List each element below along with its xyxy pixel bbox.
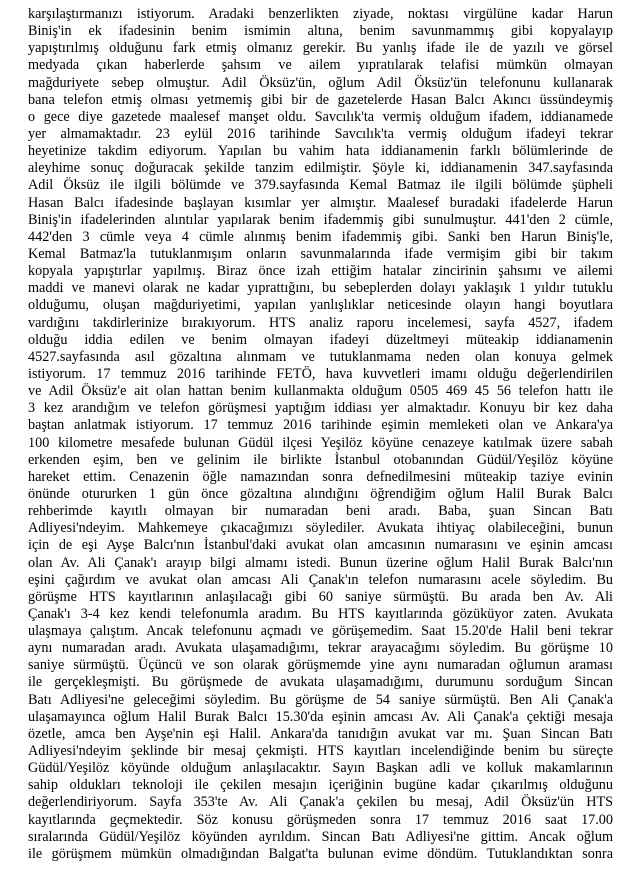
text-line: olduğu iddia edilen ve benim olmayan ifadeyi düzeltmeyi müteakip iddianamenin [28,331,613,348]
text-line: Kemal Batmaz'la tutuklanmışım onların savunmalarında ifade vermişim gibi bir takım [28,245,613,262]
text-line: istiyorum. 17 temmuz 2016 tarihinde FETÖ, hava kuvvetleri imamı olduğu değerlendirilen [28,365,613,382]
text-line: kopyala yapıştırlar yapılmış. Biraz önce izah ettiğim hatalar zincirinin şahsımı ve ailemi [28,263,613,280]
text-line: ve Adil Öksüz'e ait olan hattan benim kullanmakta olduğum 0505 469 45 56 telefon hattı ile [28,383,613,400]
text-line: erkenden eşim, ben ve gelinim ile birlikte İstanbul otobanından Güdül/Yeşilöz köyüne [28,451,613,468]
text-line: maddi ve manevi olarak ne kadar yıprattığını, bu sebeplerden dolayı yaklaşık 1 yıldır tutuklu [28,280,613,297]
text-line: 3 kez arandığım ve telefon görüşmesi yaptığım iddiası yer almaktadır. Konuyu bir kez daha [28,400,613,417]
text-line: hareket ettim. Cenazenin öğle namazından sonra defnedilmesini müteakip taziye evinin [28,468,613,485]
text-line: kayıtlarında geçmektedir. Söz konusu görüşmeden sonra 17 temmuz 2016 saat 17.00 [28,811,613,828]
text-line: olan Av. Ali Çanak'ı arayıp bilgi almamı istedi. Bunun üzerine oğlum Halil Burak Balcı'nın [28,554,613,571]
text-line: Biniş'in ek ifadesinin benim ismimin altına, benim savunmammış gibi kopyalayıp [28,23,613,40]
text-line: için de eşi Ayşe Balcı'nın İstanbul'daki avukat olan amcasının numarasını ve eşinin amcası [28,537,613,554]
text-line: mağduriyete sebep olmuştur. Adil Öksüz'ün, oğlum Adil Öksüz'ün telefonunu kullanarak [28,74,613,91]
text-line: 4527.sayfasında asıl gözaltına alınmam ve tutuklanmama neden olan konuya gelmek [28,348,613,365]
text-line: Biniş'in ifadelerinden alıntılar yapılarak benim ifademmiş gibi sunulmuştur. 441'den 2 cümle, [28,211,613,228]
text-line: Güdül/Yeşilöz köyünde olduğum anlaşılacaktır. Sayın Başkan adli ve kolluk makamlarının [28,760,613,777]
text-line: ile gerçekleşmişti. Bu görüşmede de avukata ulaşamadığımı, durumunu sorduğum Sincan [28,674,613,691]
text-line: 442'den 3 cümle veya 4 cümle alınmış benim ifademmiş gibi. Sanki ben Harun Biniş'le, [28,228,613,245]
text-line: görüşme HTS kayıtlarının anlaşılacağı gibi 60 saniye sürmüştü. Bu arada ben Av. Ali [28,588,613,605]
text-line: saniye sürmüştü. Üçüncü ve son olarak görüşmemde yine aynı numaradan oğlumun araması [28,657,613,674]
text-line: ulaşmaya çalıştım. Ancak telefonunu açmadı ve görüşemedim. Saat 15.20'de Halil beni tekrar [28,623,613,640]
text-line: Adliyesi'ndeyim. Mahkemeye çıkacağımızı söylediler. Avukata ihtiyaç olabileceğini, bunun [28,520,613,537]
text-line: bana telefon etmiş olması yetmemiş gibi bir de gazetelerde Hasan Balcı Akıncı üssündeymiş [28,91,613,108]
text-line: özetle, amca ben Ayşe'nin eşi Halil. Ankara'da tanıdığın avukat var mı. Şuan Sincan Batı [28,725,613,742]
text-line: aynı numaradan aradı. Avukata ulaşamadığımı, tekrar arayacağımı söyledim. Bu görüşme 10 [28,640,613,657]
text-line: baştan anlatmak istiyorum. 17 temmuz 2016 tarihinde eşimin memleketi olan ve Ankara'ya [28,417,613,434]
text-line: değerlendiriyorum. Sayfa 353'te Av. Ali Çanak'a çekilen bu mesaj, Adil Öksüz'ün HTS [28,794,613,811]
text-line: karşılaştırmanızı istiyorum. Aradaki benzerlikten ziyade, noktası virgülüne kadar Harun [28,6,613,22]
text-line: Çanak'ı 3-4 kez kendi telefonumla aradım. Bu HTS kayıtlarında gözüküyor zaten. Avukata [28,605,613,622]
text-line: aleyhime sonuç doğuracak şekilde tanzim edilmiştir. Şöyle ki, iddianamenin 347.sayfasında [28,160,613,177]
text-line: önünde otururken 1 gün önce gözaltına alındığını öğrendiğim oğlum Halil Burak Balcı [28,485,613,502]
text-line: ulaşamayınca oğlum Halil Burak Balcı 15.30'da eşinin amcası Av. Ali Çanak'a çektiği mesaja [28,708,613,725]
text-line: heyetinize takdim ediyorum. Yapılan bu vahim hata iddianamenin farklı bölümlerinde de [28,143,613,160]
text-line: eşini çağırdım ve avukat olan amcası Ali Çanak'ın telefon numarasını acele söyledim. Bu [28,571,613,588]
text-line: yapıştırılmış olduğunu fark etmiş olmanız gerekir. Bu yanlış ifade ile de yazılı ve görsel [28,40,613,57]
document-page [28,6,613,886]
text-line: olduğumu, oluşan mağduriyetimi, yapılan yanlışlıklar neticesinde olayın hangi boyutlara [28,297,613,314]
text-line: rehberimde kayıtlı olmayan bir numaradan beni aradı. Baba, şuan Sincan Batı [28,503,613,520]
text-line: medyada çıkan haberlerde şahsım ve ailem yıpratılarak telafisi mümkün olmayan [28,57,613,74]
text-line: o gece diye gazetede maalesef manşet oldu. Savcılık'ta vermiş olduğum ifadem, iddianamede [28,108,613,125]
text-line: 100 kilometre mesafede bulunan Güdül ilçesi Yeşilöz köyüne cenazeye katılmak üzere sabah [28,434,613,451]
text-line: sıralarında Güdül/Yeşilöz köyünden ayrıldım. Sincan Batı Adliyesi'ne gittim. Ancak oğlum [28,828,613,845]
text-line: vardığını takdirlerinize bırakıyorum. HTS analiz raporu incelemesi, sayfa 4527, ifadem [28,314,613,331]
text-line: Batı Adliyesi'ne geleceğimi söyledim. Bu görüşme de 54 saniye sürmüştü. Ben Ali Çanak'a [28,691,613,708]
text-line: ile görüşmem mümkün olmadığından Balgat'ta bulunan evime döndüm. Tutuklandıktan sonra [28,845,613,862]
text-line: Adil Öksüz ile ilgili bölümde ve 379.sayfasında Kemal Batmaz ile ilgili bölümde şüpheli [28,177,613,194]
text-line: Hasan Balcı ifadesinde başlayan kısımlar yer almıştır. Maalesef buradaki ifadelerde Harun [28,194,613,211]
text-line: Adliyesi'ndeyim şeklinde bir mesaj çekmişti. HTS kayıtları incelendiğinde benim bu süreçte [28,743,613,760]
text-line: yer almamaktadır. 23 eylül 2016 tarihinde Savcılık'ta vermiş olduğum ifadeyi tekrar [28,125,613,142]
text-line: sahip oldukları teknoloji ile çekilen mesajın içeriğinin bugüne kadar çıkarılmış olduğunu [28,777,613,794]
